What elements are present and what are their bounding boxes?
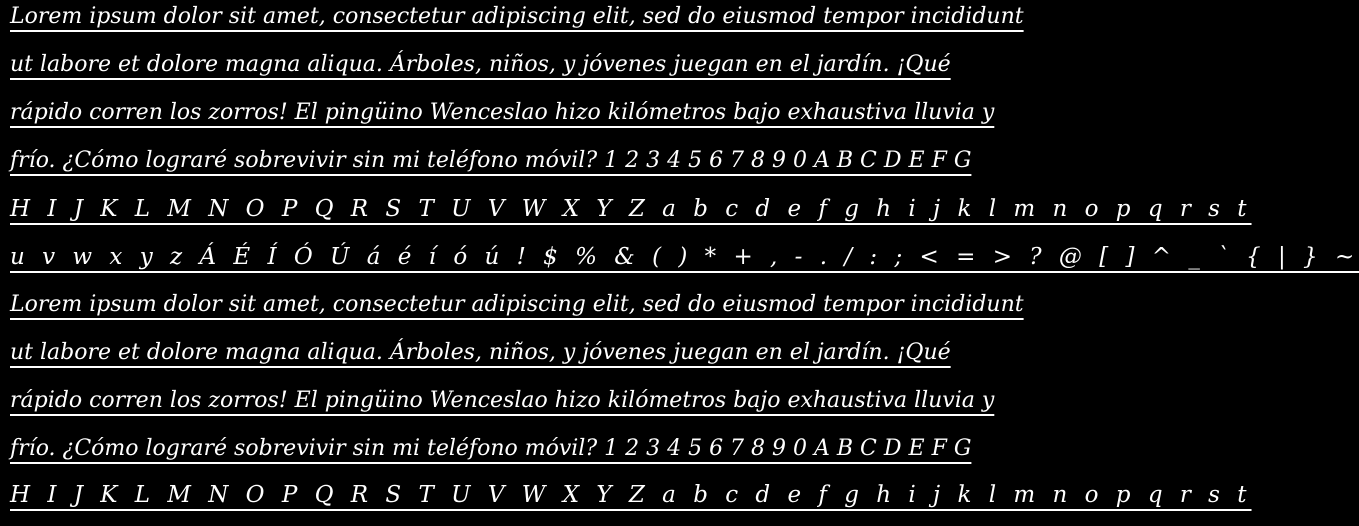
text-line-3: rápido corren los zorros! El pingüino Wenceslao hizo kilómetros bajo exhaustiva lluvia y	[10, 100, 995, 125]
text-line-5-glyphs: H I J K L M N O P Q R S T U V W X Y Z a b c d e f g h i j k l m n o p q r s t	[10, 196, 1252, 222]
text-line-8: ut labore et dolore magna aliqua. Árboles, niños, y jóvenes juegan en el jardín. ¡Qué	[10, 340, 951, 365]
text-line-4: frío. ¿Cómo lograré sobrevivir sin mi teléfono móvil? 1 2 3 4 5 6 7 8 9 0 A B C D E F G	[10, 148, 972, 173]
text-line-1: Lorem ipsum dolor sit amet, consectetur adipiscing elit, sed do eiusmod tempor incididunt	[10, 4, 1024, 29]
text-line-9: rápido corren los zorros! El pingüino Wenceslao hizo kilómetros bajo exhaustiva lluvia y	[10, 388, 995, 413]
text-line-11-glyphs: H I J K L M N O P Q R S T U V W X Y Z a b c d e f g h i j k l m n o p q r s t	[10, 482, 1252, 508]
text-line-7: Lorem ipsum dolor sit amet, consectetur adipiscing elit, sed do eiusmod tempor incididunt	[10, 292, 1024, 317]
text-line-10: frío. ¿Cómo lograré sobrevivir sin mi teléfono móvil? 1 2 3 4 5 6 7 8 9 0 A B C D E F G	[10, 436, 972, 461]
text-line-2: ut labore et dolore magna aliqua. Árboles, niños, y jóvenes juegan en el jardín. ¡Qué	[10, 52, 951, 77]
text-line-6-glyphs: u v w x y z Á É Í Ó Ú á é í ó ú ! $ % & ( ) * + , - . / : ; < = > ? @ [ ] ^ _ ` { | } ~	[10, 244, 1359, 270]
